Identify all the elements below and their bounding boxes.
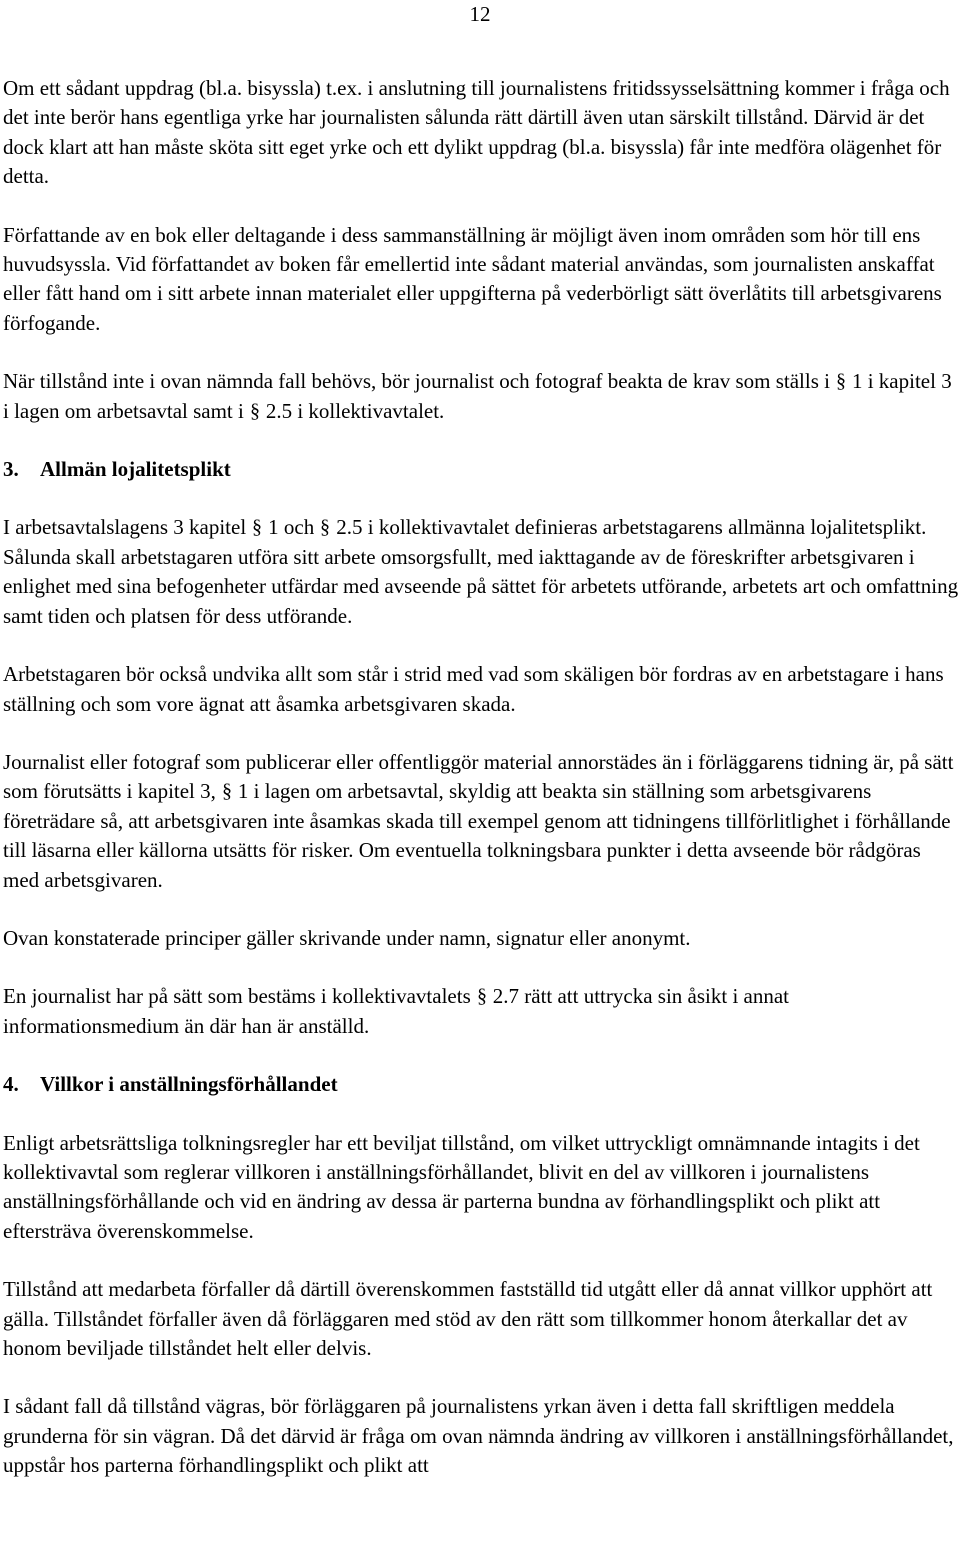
section-sign-icon: [248, 400, 262, 421]
paragraph-6-text-a: Journalist eller fotograf som publicerar eller offentliggör material annorstädes än i förläggarens tidning är, på sätt som förutsätts i kapitel 3,: [3, 749, 954, 804]
section-sign-icon: [220, 780, 234, 801]
paragraph-10: Tillstånd att medarbeta förfaller då därtill överenskommen fastställd tid utgått eller då annat villkor upphört att gälla. Tillståndet förfaller även då förläggaren med stöd av den rätt som tillkommer honom återkallar det av honom beviljade tillståndet helt eller delvis.: [3, 1277, 933, 1360]
section-3-title: Allmän lojalitetsplikt: [40, 457, 231, 482]
page-number: 12: [469, 2, 491, 26]
paragraph-9: Enligt arbetsrättsliga tolkningsregler har ett beviljat tillstånd, om vilket uttryckligt omnämnande intagits i det kollektivavtal som reglerar villkoren i anställningsförhållandet, blivit en del av villkoren i journalistens anställningsförhållande och vid en ändring av dessa är parterna bundna av förhandlingsplikt och plikt att eftersträva överenskommelse.: [3, 1130, 920, 1243]
section-4-heading: [3, 1070, 959, 1099]
section-4-title: Villkor i anställningsförhållandet: [40, 1072, 338, 1097]
document-body: [3, 74, 959, 1510]
section-sign-icon: [834, 370, 848, 391]
paragraph-7: Ovan konstaterade principer gäller skrivande under namn, signatur eller anonymt.: [3, 925, 691, 950]
paragraph-1: Om ett sådant uppdrag (bl.a. bisyssla) t.ex. i anslutning till journalistens fritidssysselsättning kommer i fråga och det inte berör hans egentliga yrke har journalisten sålunda rätt därtill även utan särskilt tillstånd. Därvid är det dock klart att han måste sköta sitt eget yrke och ett dylikt uppdrag (bl.a. bisyssla) får inte medföra olägenhet för detta.: [3, 76, 950, 189]
paragraph-6-text-b: 1 i lagen om arbetsavtal, skyldig att beakta sin ställning som arbetsgivarens företrädare så, att arbetsgivaren inte åsamkas skada till exempel genom att tidningens tillförlitlighet i förhållande till läsarna eller källorna utsätts för risker. Om eventuella tolkningsbara punkter i detta avseende bör rådgöras med arbetsgivaren.: [3, 779, 951, 892]
paragraph-4-text-a: I arbetsavtalslagens 3 kapitel: [3, 515, 247, 540]
paragraph-3-text-a: När tillstånd inte i ovan nämnda fall behövs, bör journalist och fotograf beakta de krav som ställs i: [3, 369, 830, 394]
paragraph-5: Arbetstagaren bör också undvika allt som står i strid med vad som skäligen bör fordras av en arbetstagare i hans ställning och som vore ägnat att åsamka arbetsgivaren skada.: [3, 662, 944, 716]
section-sign-icon: [475, 985, 489, 1006]
paragraph-3-text-c: 2.5 i kollektivavtalet.: [265, 398, 445, 423]
paragraph-6: [3, 748, 959, 895]
section-4-number: 4.: [3, 1072, 19, 1097]
paragraph-8-text-b: 2.7 rätt att uttrycka sin åsikt i annat informationsmedium än där han är anställd.: [3, 984, 790, 1038]
section-3-heading: [3, 455, 959, 484]
section-sign-icon: [250, 516, 264, 537]
section-3-number: 3.: [3, 457, 19, 482]
paragraph-2: Författande av en bok eller deltagande i dess sammanställning är möjligt även inom områden som hör till ens huvudsyssla. Vid författandet av boken får emellertid inte sådant material användas, som journalisten anskaffat eller fått hand om i sitt arbete innan materialet eller uppgifterna på vederbörligt sätt överlåtits till arbetsgivarens förfogande.: [3, 222, 942, 335]
paragraph-3: [3, 367, 959, 426]
paragraph-3-text-b: 1 i kapitel 3 i lagen om arbetsavtal samt i: [3, 369, 952, 423]
paragraph-8-text-a: En journalist har på sätt som bestäms i kollektivavtalets: [3, 984, 471, 1009]
paragraph-4-text-b: 1 och: [268, 515, 315, 540]
paragraph-4: [3, 513, 959, 631]
section-sign-icon: [318, 516, 332, 537]
paragraph-8: [3, 982, 959, 1041]
paragraph-4-text-c: 2.5 i kollektivavtalet definieras arbetstagarens allmänna lojalitetsplikt. Sålunda skall arbetstagaren utföra sitt arbete omsorgsfullt, med iakttagande av de föreskrifter arbetsgivaren i enlighet med sina befogenheter utfärdar med avseende på sättet för arbetets utförande, arbetets art och omfattning samt tiden och platsen för dess utförande.: [3, 515, 959, 628]
paragraph-11: I sådant fall då tillstånd vägras, bör förläggaren på journalistens yrkan även i detta fall skriftligen meddela grunderna för sin vägran. Då det därvid är fråga om ovan nämnda ändring av villkoren i anställningsförhållandet, uppstår hos parterna förhandlingsplikt och plikt att: [3, 1394, 954, 1478]
